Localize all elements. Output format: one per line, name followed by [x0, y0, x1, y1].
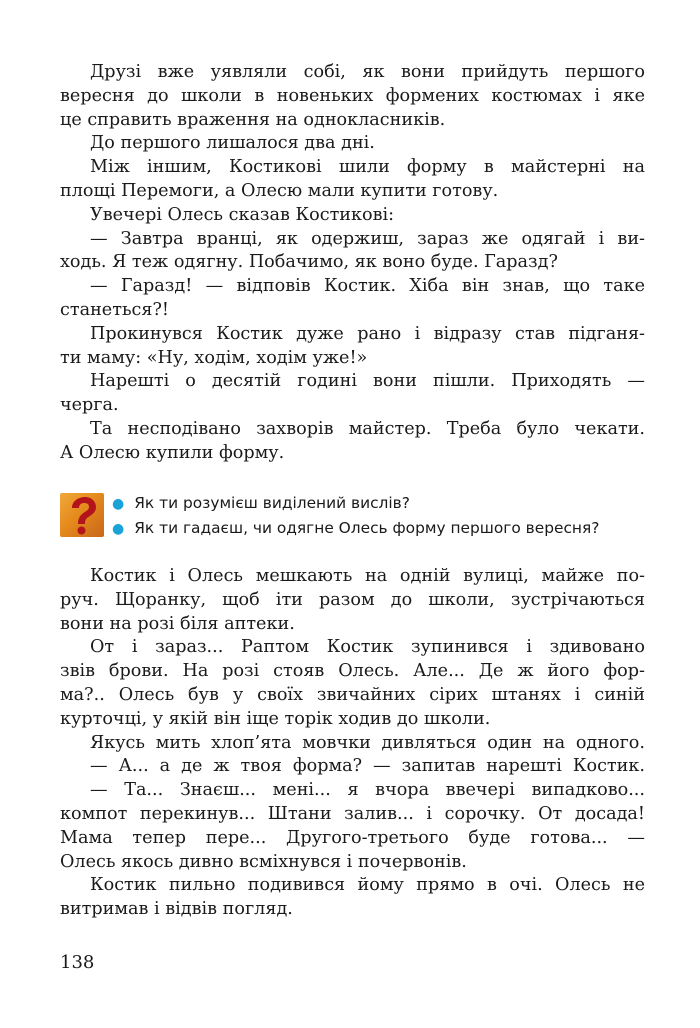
text-line: — Гаразд! — відповів Костик. Хіба він знав, що таке [90, 276, 645, 297]
text-line: компот перекинув... Штани залив... і сорочку. От досада! [60, 803, 645, 824]
text-line: Костик пильно подивився йому прямо в очі. Олесь не [90, 875, 645, 896]
bullet-icon: ● [112, 496, 125, 512]
text-line: вересня до школи в новеньких формених костюмах і яке [60, 85, 645, 106]
text-line: Мама тепер пере... Другого-третього буде готова... — [60, 827, 645, 848]
text-line: Прокинувся Костик дуже рано і відразу став підганя- [90, 323, 645, 344]
bullet-icon: ● [112, 521, 125, 537]
text-line: ходь. Я теж одягну. Побачимо, як воно буде. Гаразд? [60, 252, 558, 273]
text-line: руч. Щоранку, щоб іти разом до школи, зустрічаються [60, 589, 645, 610]
text-line: Увечері Олесь сказав Костикові: [90, 204, 395, 225]
text-line: курточці, у якій він іще торік ходив до школи. [60, 708, 491, 729]
text-line: витримав і відвів погляд. [60, 899, 293, 920]
question-box [60, 491, 650, 541]
question-item: ● Як ти розумієш виділений вислів? [112, 494, 410, 512]
text-line: Нарешті о десятій годині вони пішли. Приходять — [90, 371, 645, 392]
question-item: ● Як ти гадаєш, чи одягне Олесь форму першого вересня? [112, 519, 600, 537]
text-line: — Завтра вранці, як одержиш, зараз же одягай і ви- [90, 228, 645, 249]
text-line: Між іншим, Костикові шили форму в майстерні на [90, 157, 645, 178]
text-line: Та несподівано захворів майстер. Треба було чекати. [90, 418, 645, 439]
text-line: — Та... Знаєш... мені... я вчора ввечері випадково... [90, 780, 645, 801]
text-line: вони на розі біля аптеки. [60, 613, 295, 634]
text-line: Костик і Олесь мешкають на одній вулиці, майже по- [90, 566, 645, 586]
text-line: От і зараз... Раптом Костик зупинився і здивовано [90, 637, 645, 658]
text-line: — А... а де ж твоя форма? — запитав нарешті Костик. [90, 756, 645, 777]
text-line: Олесь якось дивно всміхнувся і почервонів. [60, 851, 467, 872]
text-line: Друзі вже уявляли собі, як вони прийдуть першого [90, 62, 645, 82]
text-line: станеться?! [60, 299, 169, 320]
story-part-1 [60, 61, 645, 466]
story-part-2 [60, 565, 645, 922]
text-line: черга. [60, 395, 119, 416]
question-list [112, 491, 599, 541]
text-line: До першого лишалося два дні. [90, 133, 375, 154]
text-line: це справить враження на однокласників. [60, 109, 446, 130]
page-number: 138 [60, 952, 95, 973]
text-line: площі Перемоги, а Олесю мали купити готову. [60, 180, 499, 201]
text-line: Якусь мить хлоп’ята мовчки дивляться один на одного. [90, 732, 645, 753]
question-mark-icon [60, 493, 104, 537]
text-line: звів брови. На розі стояв Олесь. Але... Де ж його фор- [60, 661, 645, 682]
text-line: ти маму: «Ну, ходім, ходім уже!» [60, 347, 368, 368]
text-line: А Олесю купили форму. [60, 442, 285, 463]
text-line: ма?.. Олесь був у своїх звичайних сірих штанях і синій [60, 684, 645, 705]
